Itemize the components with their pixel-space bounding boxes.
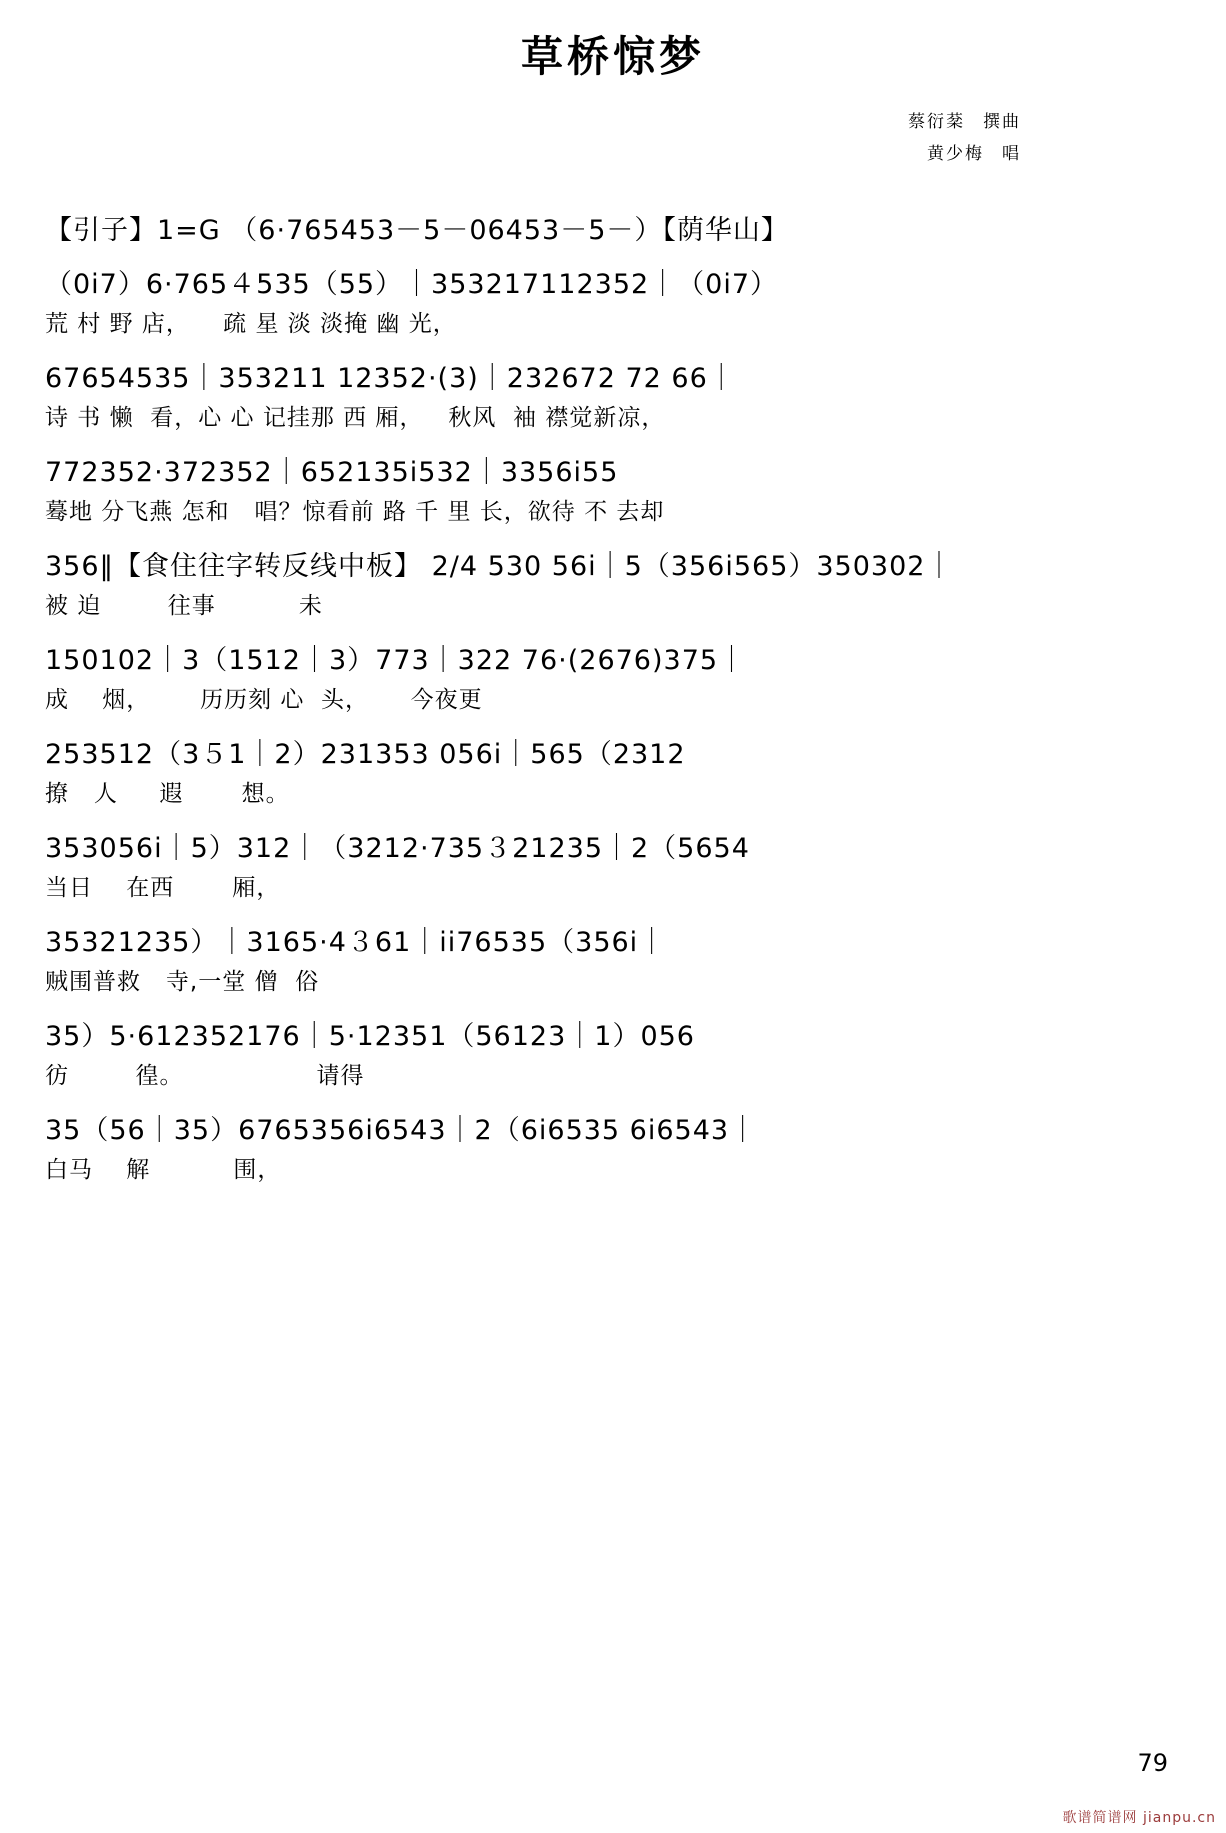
lyrics-row: 蓦地 分飞燕 怎和 唱？惊看前 路 千 里 长，欲待 不 去却	[45, 499, 665, 525]
singer-name: 黄少梅	[927, 144, 984, 164]
score-line	[45, 356, 1196, 438]
score-line	[45, 638, 1196, 720]
lyrics-row: 撩 人 遐 想。	[45, 781, 290, 807]
notation-row: （0ⅰ7）6·765４535（55）｜353217112352｜（0ⅰ7）	[45, 269, 779, 300]
score-line	[45, 208, 1196, 254]
lyrics-row: 成 烟， 历历刻 心 头， 今夜更	[45, 687, 483, 713]
lyrics-row: 诗 书 懒 看，心 心 记挂那 西 厢， 秋风 袖 襟觉新凉，	[45, 405, 666, 431]
composer-role: 撰曲	[983, 112, 1021, 132]
watermark-text: 歌谱简谱网 jianpu.cn	[1062, 1810, 1216, 1826]
notation-row: 253512（3５1｜2）231353 056ⅰ｜565（2312	[45, 739, 686, 770]
score-line	[45, 544, 1196, 626]
score-line	[45, 732, 1196, 814]
composer-name: 蔡衍棻	[908, 112, 965, 132]
credit-composer	[0, 106, 1021, 138]
lyrics-row: 荒 村 野 店， 疏 星 淡 淡掩 幽 光，	[45, 311, 457, 337]
lyrics-row: 贼围普救 寺,一堂 僧 俗	[45, 969, 320, 995]
notation-row: 35（56｜35）6765356ⅰ6543｜2（6ⅰ6535 6ⅰ6543｜	[45, 1115, 758, 1146]
score-body	[0, 208, 1226, 1190]
singer-role: 唱	[1002, 144, 1021, 164]
score-line	[45, 1108, 1196, 1190]
lyrics-row: 当日 在西 厢，	[45, 875, 281, 901]
notation-row: 150102｜3（1512｜3）773｜322 76·(2676)375｜	[45, 645, 747, 676]
score-line	[45, 1014, 1196, 1096]
credits-block	[0, 106, 1021, 170]
credit-singer	[0, 138, 1021, 170]
sheet-music-page	[0, 24, 1226, 1833]
lyrics-row: 白马 解 围，	[45, 1157, 282, 1183]
notation-row: 353056ⅰ｜5）312｜（3212·735３21235｜2（5654	[45, 833, 750, 864]
lyrics-row: 彷 徨。 请得	[45, 1063, 365, 1089]
notation-row: 【引子】1=G （6·765453－5－06453－5－）【荫华山】	[45, 215, 789, 246]
notation-row: 67654535｜353211 12352·(3)｜232672 72 66｜	[45, 363, 736, 394]
page-title: 草桥惊梦	[520, 32, 705, 81]
lyrics-row: 被 迫 往事 未	[45, 593, 323, 619]
score-line	[45, 826, 1196, 908]
notation-row: 35）5·612352176｜5·12351（56123｜1）056	[45, 1021, 695, 1052]
notation-row: 356‖【食住往字转反线中板】 2/4 530 56ⅰ｜5（356ⅰ565）350302｜	[45, 551, 954, 582]
notation-row: 772352·372352｜652135ⅰ532｜3356ⅰ55	[45, 457, 619, 488]
score-line	[45, 262, 1196, 344]
score-line	[45, 450, 1196, 532]
score-line	[45, 920, 1196, 1002]
page-number: 79	[1137, 1749, 1168, 1777]
notation-row: 35321235）｜3165·4３61｜ⅰⅰ76535（356ⅰ｜	[45, 927, 667, 958]
